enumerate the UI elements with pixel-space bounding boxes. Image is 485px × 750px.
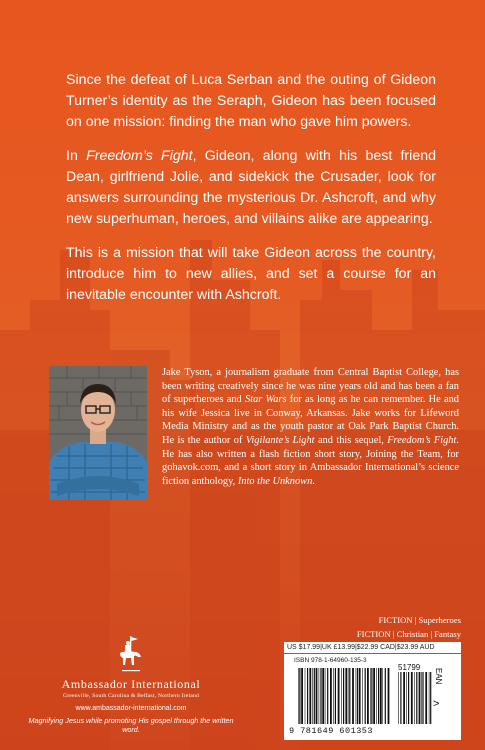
barcode-bar <box>371 668 372 724</box>
barcode-bar <box>322 668 324 724</box>
barcode-bar <box>403 672 405 724</box>
barcode-bar <box>338 668 340 724</box>
barcode-bar <box>400 672 401 724</box>
barcode-bar <box>357 668 358 724</box>
supplement-code: 51799 <box>398 663 421 672</box>
barcode-bar <box>316 668 318 724</box>
barcode-bar <box>312 668 313 724</box>
barcode-bar <box>356 668 357 724</box>
barcode-bar <box>376 668 377 724</box>
publisher-url[interactable]: www.ambassador-international.com <box>75 705 187 712</box>
barcode-bar <box>378 668 379 724</box>
barcode-bar <box>425 672 427 724</box>
barcode-bar <box>298 668 299 724</box>
barcode-bar <box>367 668 369 724</box>
barcode-bar <box>325 668 326 724</box>
isbn-digits: 9 781649 601353 <box>289 726 374 736</box>
barcode-bar <box>333 668 334 724</box>
barcode-bar <box>365 668 366 724</box>
synopsis-paragraph-2: In Freedom’s Fight, Gideon, along with his best friend Dean, girlfriend Jolie, and sidekick the Crusader, look for answers surrounding the mysterious Dr. Ashcroft, and why new superhuman, heroes, and villains alike are appearing. <box>66 148 436 227</box>
barcode-bar <box>380 668 382 724</box>
barcode-bar <box>406 672 407 724</box>
barcode-bar <box>299 668 300 724</box>
barcode-bar <box>398 672 399 724</box>
publisher-name: Ambassador International <box>61 677 201 691</box>
barcode-bar <box>414 672 415 724</box>
barcode-bar <box>319 668 320 724</box>
barcode-bar <box>421 672 422 724</box>
ean-label: EAN <box>434 668 443 685</box>
barcode-panel <box>284 654 461 740</box>
barcode-bar <box>382 668 383 724</box>
author-photo <box>49 366 147 500</box>
barcode-bar <box>305 668 306 724</box>
barcode-bar <box>335 668 336 724</box>
barcode-bar <box>343 668 344 724</box>
genre-label: FICTION | Christian | Fantasy <box>356 629 461 639</box>
barcode-bar <box>352 668 354 724</box>
book-title: Freedom’s Fight <box>86 148 193 164</box>
barcode-bar <box>320 668 321 724</box>
barcode-bar <box>408 672 409 724</box>
publisher-tagline: Magnifying Jesus while promoting His gospel through the written word. <box>28 716 234 734</box>
barcode-bar <box>327 668 328 724</box>
price-line: US $17.99|UK £13.99|$22.99 CAD|$23.99 AUD <box>284 642 461 653</box>
barcode-bar <box>341 668 342 724</box>
barcode-bar <box>370 668 371 724</box>
isbn-barcode <box>298 668 390 724</box>
barcode-bar <box>359 668 361 724</box>
ean-arrow-icon: > <box>433 698 440 710</box>
barcode-bar <box>348 668 349 724</box>
barcode-bar <box>301 668 303 724</box>
publisher-block <box>20 635 242 734</box>
barcode-bar <box>422 672 423 724</box>
barcode-bar <box>349 668 350 724</box>
barcode-bar <box>388 668 390 724</box>
barcode-bar <box>309 668 311 724</box>
barcode-bar <box>314 668 315 724</box>
barcode-bar <box>373 668 375 724</box>
barcode-bar <box>430 672 431 724</box>
barcode-bar <box>416 672 417 724</box>
barcode-bar <box>345 668 347 724</box>
barcode-bar <box>307 668 308 724</box>
synopsis <box>66 70 436 319</box>
genre-labels <box>357 613 461 641</box>
publisher-location: Greenville, South Carolina & Belfast, Northern Ireland <box>62 693 200 699</box>
horse-rider-logo-icon <box>116 635 146 677</box>
barcode-bar <box>419 672 421 724</box>
barcode-bar <box>411 672 413 724</box>
barcode-bar <box>429 672 430 724</box>
supplement-barcode <box>398 672 432 724</box>
barcode-bar <box>330 668 332 724</box>
barcode-bar <box>362 668 363 724</box>
genre-label: FICTION | Superheroes <box>378 615 461 625</box>
barcode-bar <box>385 668 386 724</box>
isbn-label: ISBN 978-1-64960-135-3 <box>294 657 367 664</box>
author-bio: Jake Tyson, a journalism graduate from Central Baptist College, has been writing creatively since he was nine years old and has been a fan of superheroes and Star Wars for as long as he can remember. He and his wife Jessica live in Conway, Arkansas. Jake works for Lifeword Media Ministry and as the youth pastor at Oak Park Baptist Church. He is the author of Vigilante’s Light and this sequel, Freedom’s Fight. He has also written a flash fiction short story, Joining the Team, for gohavok.com, and a short story in Ambassador International’s science fiction anthology, Into the Unknown. <box>162 367 460 487</box>
synopsis-paragraph-3: This is a mission that will take Gideon across the country, introduce him to new allies, and set a course for an inevitable encounter with Ashcroft. <box>66 245 436 303</box>
synopsis-paragraph-1: Since the defeat of Luca Serban and the outing of Gideon Turner’s identity as the Seraph, Gideon has been focused on one mission: finding the man who gave him powers. <box>66 72 436 130</box>
